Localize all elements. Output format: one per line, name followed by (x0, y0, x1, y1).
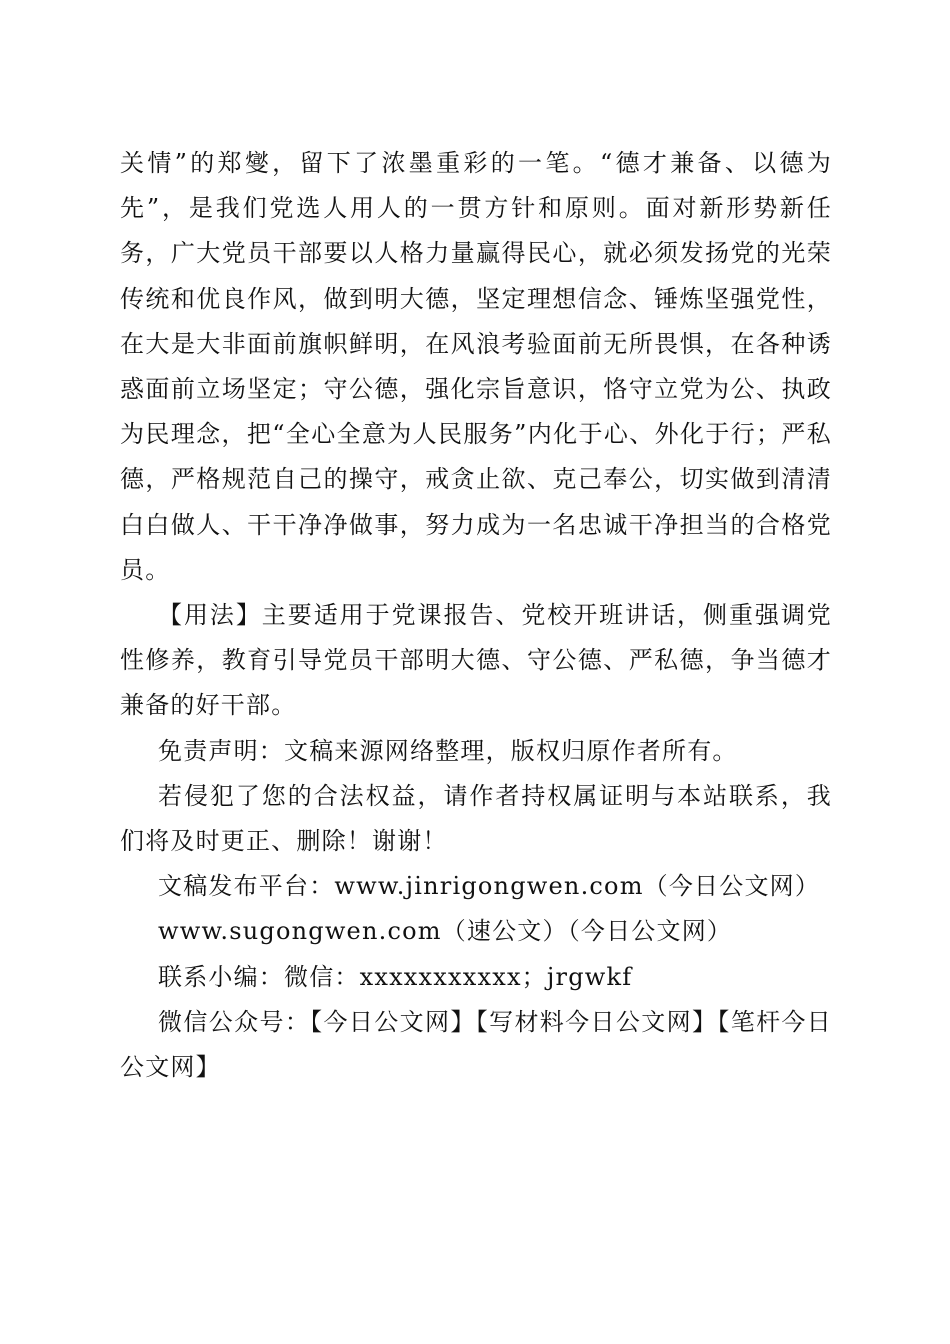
disclaimer-line: 免责声明：文稿来源网络整理，版权归原作者所有。 (158, 736, 738, 765)
usage-paragraph: 【用法】主要适用于党课报告、党校开班讲话，侧重强调党性修养，教育引导党员干部明大德、守公德、严私德，争当德才兼备的好干部。 (120, 601, 832, 720)
wechat-accounts-line: 微信公众号：【今日公文网】【写材料今日公文网】【笔杆今日公文网】 (120, 1007, 832, 1082)
site-line: www.sugongwen.com（速公文）（今日公文网） (158, 917, 733, 946)
platform-line: 文稿发布平台：www.jinrigongwen.com（今日公文网） (158, 872, 821, 901)
document-body (120, 141, 832, 1090)
infringement-notice: 若侵犯了您的合法权益，请作者持权属证明与本站联系，我们将及时更正、删除！谢谢！ (120, 781, 832, 856)
body-paragraph: 关情”的郑燮，留下了浓墨重彩的一笔。“德才兼备、以德为先”，是我们党选人用人的一贯方针和原则。面对新形势新任务，广大党员干部要以人格力量赢得民心，就必须发扬党的光荣传统和优良作风，做到明大德，坚定理想信念、锤炼坚强党性，在大是大非面前旗帜鲜明，在风浪考验面前无所畏惧，在各种诱惑面前立场坚定；守公德，强化宗旨意识，恪守立党为公、执政为民理念，把“全心全意为人民服务”内化于心、外化于行；严私德，严格规范自己的操守，戒贪止欲、克己奉公，切实做到清清白白做人、干干净净做事，努力成为一名忠诚干净担当的合格党员。 (120, 149, 832, 584)
contact-line: 联系小编：微信：xxxxxxxxxxx；jrgwkf (158, 962, 633, 991)
